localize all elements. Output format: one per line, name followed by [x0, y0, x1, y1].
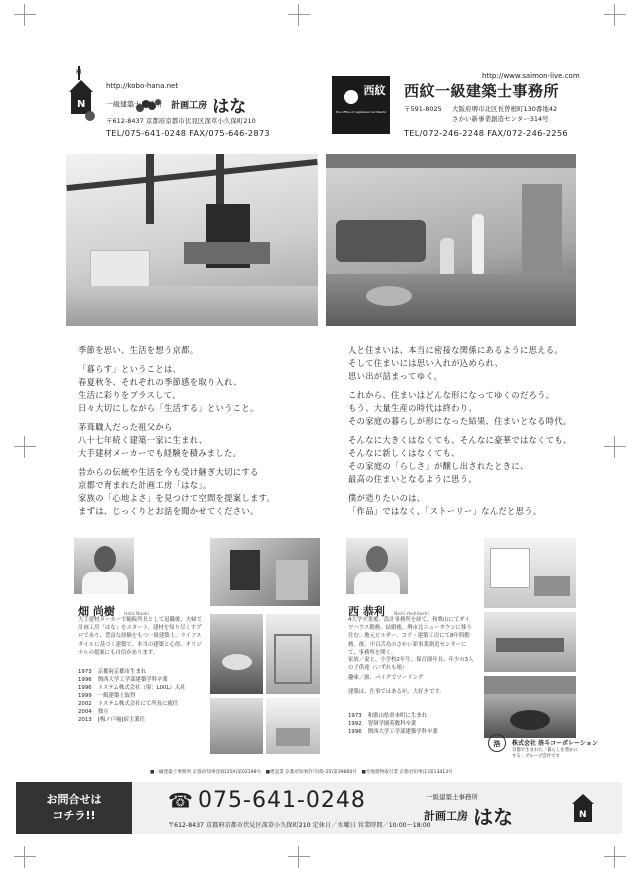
cta-line-2: コチラ!! — [52, 809, 96, 822]
history-row — [348, 720, 444, 728]
hana-paragraph: 「暮らす」ということは、 春夏秋冬、それぞれの季節感を取り入れ、 生活に彩りをプラスして、 日々大切にしながら「生活する」ということ。 — [78, 364, 259, 413]
saimon-work-photo — [484, 538, 576, 608]
crop-mark — [604, 4, 626, 26]
hana-logo — [66, 64, 96, 122]
hana-work-photo — [210, 614, 263, 694]
footer-name-prefix: 計画工房 — [424, 809, 468, 823]
hana-address: 〒612-8437 京都府京都市伏見区深草小久保町210 — [106, 117, 256, 125]
history-year: 2004 — [78, 709, 92, 715]
hata-portrait — [74, 538, 134, 594]
hana-body-text — [78, 344, 308, 524]
saimon-interior-photo — [326, 154, 576, 326]
hana-work-photo — [266, 614, 320, 694]
saimon-tel-fax: TEL/072-246-2248 FAX/072-246-2256 — [404, 128, 568, 138]
footer-hana-logo — [568, 788, 598, 828]
crop-mark — [14, 4, 36, 26]
footer-name: はな — [473, 805, 514, 829]
hana-paragraph: 季節を思い、生活を想う京都。 — [78, 345, 199, 355]
history-year: 1999 — [78, 693, 92, 699]
saimon-paragraph: 人と住まいは、本当に密接な関係にあるように思える。 そして住まいには思い入れが込められ、 思い出が詰まってゆく。 — [348, 345, 563, 381]
phone-number[interactable]: 075-641-0248 — [198, 788, 366, 813]
history-year: 1973 — [348, 713, 362, 719]
saimon-address2: さかい新事業創造センター314号 — [452, 115, 549, 123]
saimon-body-text — [348, 344, 598, 524]
hana-interior-photo — [66, 154, 318, 326]
history-event: トステム株式会社（現：LIXIL）入社 — [97, 685, 186, 691]
svg-text:H: H — [76, 68, 82, 76]
history-year: 1996 — [78, 677, 92, 683]
saimon-postal: 〒591-8025 — [404, 105, 442, 113]
footer-subtitle: 一級建築士事務所 — [426, 793, 478, 801]
crop-mark — [604, 846, 626, 868]
hana-work-photo — [210, 538, 320, 606]
cta-line-1: お問合せは — [46, 793, 102, 806]
nishi-hobby: 趣味／旅、バイクでツーリング — [348, 675, 424, 681]
history-year: 1996 — [78, 685, 92, 691]
saimon-url[interactable]: http://www.saimon-live.com — [482, 72, 580, 80]
saimon-logo-caption: the office of registered architects — [336, 110, 386, 114]
phone-block[interactable] — [168, 788, 366, 813]
history-year: 1973 — [78, 669, 92, 675]
hata-bio: 大手建材メーカーで輸販所長として退職後、夫婦で計画工房「はな」をスタート。建材を知り尽くすプロであり、豊富な経験をもつ一級建築士。ライフスタイルに基づく建築で、本当の建築と心得、オリジナルの提案にも自信があります。 — [78, 617, 202, 656]
history-event: [梅ノ戸庵]宿主業任 — [97, 717, 146, 723]
history-row — [78, 700, 192, 708]
phone-icon: ☎ — [168, 788, 193, 813]
saimon-address1: 大阪府堺市北区長曽根町130番地42 — [452, 105, 558, 113]
history-event: 和歌山県串本町に生まれ — [367, 713, 428, 719]
history-event: 関西大学工学部建築学科卒業 — [367, 729, 438, 735]
saimon-paragraph: 僕が造りたいのは、 「作品」ではなく、「ストーリー」なんだと思う。 — [348, 493, 542, 516]
crop-mark — [14, 436, 36, 458]
crop-mark — [288, 846, 310, 868]
hana-tel-fax: TEL/075-641-0248 FAX/075-646-2873 — [106, 128, 270, 138]
saimon-work-photo — [484, 676, 576, 738]
saimon-work-photo — [484, 612, 576, 672]
history-row — [78, 692, 192, 700]
nishi-history — [348, 712, 444, 736]
svg-text:N: N — [77, 99, 86, 110]
footer-address: 〒612-8437 京都府京都市伏見区深草小久保町210 定休日／水曜日 営業時間／10:00〜18:00 — [168, 822, 431, 829]
history-event: 智辯学園英数科卒業 — [367, 721, 417, 727]
hana-subtitle: 一級建築士事務所 — [106, 100, 162, 109]
hana-name: はな — [212, 97, 247, 117]
partner-description: 京都で生まれた「暮らしを豊かにする」グループ会社です — [512, 748, 578, 759]
nishi-motto: 建築は、仕事ではあるが、大好きです。 — [348, 689, 445, 695]
contact-footer — [16, 782, 622, 834]
history-event: 一級建築士取得 — [97, 693, 136, 699]
footer-brand — [424, 792, 513, 830]
saimon-name: 西紋一級建築士事務所 — [404, 82, 560, 100]
hana-work-photo — [210, 698, 263, 754]
hana-title-block — [106, 92, 306, 117]
svg-text:N: N — [579, 810, 587, 820]
nishi-bio: 4大学卒業後、設計事務所を経て、和歌山にてダイワハウス勤務。結婚後、堺市北ニュータウンに移り住む。地元ビルダー、コア・建築工房にて8年間勤務。後、中百舌鳥のさかい新事業創造センターにて、事務所を開く。 — [348, 617, 472, 656]
history-row — [78, 684, 192, 692]
crop-mark — [288, 4, 310, 26]
nishi-name: 西 恭利 — [348, 605, 385, 618]
history-year: 1996 — [348, 729, 362, 735]
history-row — [348, 728, 444, 736]
history-row — [78, 676, 192, 684]
rakuto-logo: 洛 — [486, 734, 508, 770]
partner-name: 株式会社 洛斗コーポレーション — [512, 740, 598, 747]
history-row — [348, 712, 444, 720]
crop-mark — [604, 436, 626, 458]
nishi-portrait — [346, 538, 408, 594]
history-row — [78, 716, 192, 724]
history-event: 関西大学工学部建築学科卒業 — [97, 677, 168, 683]
hana-name-prefix: 計画工房 — [171, 101, 208, 111]
hana-work-photo — [266, 698, 320, 754]
hana-paragraph: 茅葺職人だった祖父から 八十七年続く建築一家に生まれ、 大手建材メーカーでも経験を積みました。 — [78, 422, 242, 458]
nishi-romaji: Nishi Yoshitoshi — [393, 612, 429, 617]
hata-romaji: Hata Naoki — [123, 612, 149, 617]
history-event: 京都府京都市生まれ — [97, 669, 147, 675]
contact-cta[interactable] — [16, 782, 132, 834]
hata-history — [78, 668, 192, 724]
saimon-paragraph: これから、住まいはどんな形になってゆくのだろう。 もう、大量生産の時代は終わり、 その家庭の暮らしが形になった結果、住まいとなる時代。 — [348, 390, 572, 426]
hana-paragraph: 昔からの伝統や生活を今も受け継ぎ大切にする 京都で育まれた計画工房「はな」。 家族の「心地よさ」を見つけて空間を提案します。 まずは、じっくりとお話を聞かせてください。 — [78, 467, 276, 516]
hata-name: 畑 尚樹 — [78, 605, 115, 618]
history-row — [78, 708, 192, 716]
history-row — [78, 668, 192, 676]
hana-url[interactable]: http://kobo-hana.net — [106, 82, 179, 90]
history-year: 2002 — [78, 701, 92, 707]
nishi-family: 家族／妻と、小学校2年生、保育園年長、年少の3人の子供達（いずれも娘） — [348, 657, 474, 672]
history-year: 1992 — [348, 721, 362, 727]
registration-info: ■一級建築士事務所 京都府知事登録(25A)第02198号 ■建設業 京都府知事許可(般-25)第39860号 ■宅地建物取引業 京都府知事(1)第13413号 — [150, 770, 453, 775]
saimon-crest-icon — [344, 90, 358, 104]
crop-mark — [14, 846, 36, 868]
saimon-logo — [332, 76, 390, 134]
history-event: トステム株式会社にて所長に就任 — [97, 701, 179, 707]
history-event: 独立 — [97, 709, 109, 715]
saimon-paragraph: そんなに大きくはなくても、そんなに豪華ではなくても、 そんなに新しくはなくても、 その家庭の「らしさ」が醸し出されたときに、 最高の住まいとなるように思う。 — [348, 435, 572, 484]
history-year: 2013 — [78, 717, 92, 723]
saimon-logo-text: 西紋 — [363, 84, 386, 97]
